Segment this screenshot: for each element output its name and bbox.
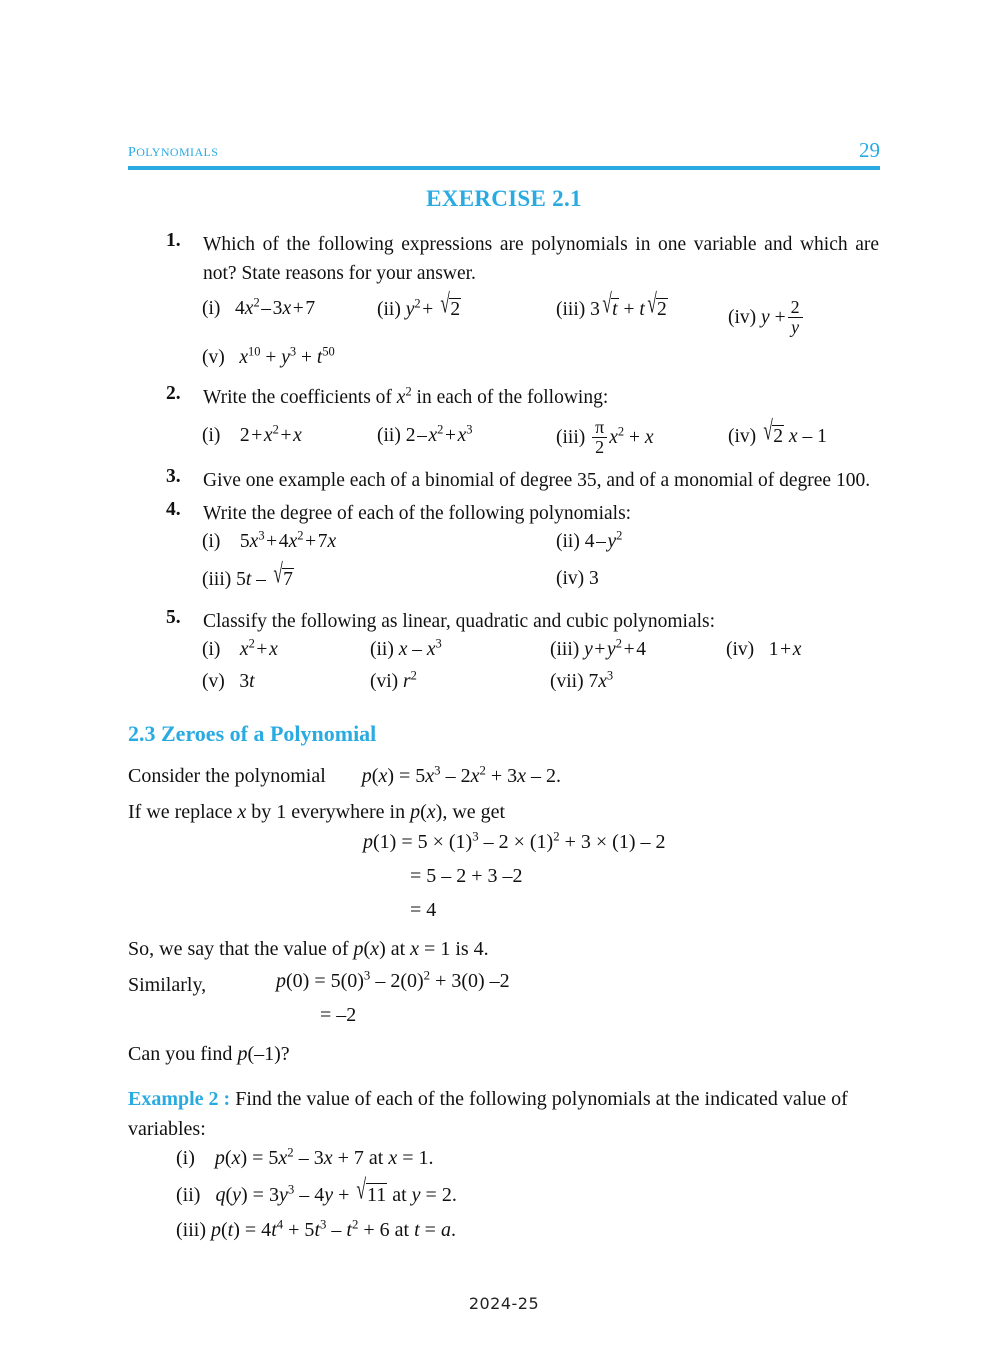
can-you-find-line: Can you find p(–1)?: [128, 1043, 290, 1065]
equation-p0-line-2: = –2: [320, 1004, 357, 1026]
equation-p1-line-2: = 5 – 2 + 3 –2: [410, 865, 523, 887]
exercise-title: EXERCISE 2.1: [426, 186, 582, 211]
item-expression: $\frac{\pi}{2}$ $x^2 + x$: [590, 427, 653, 448]
example-2-text: Find the value of each of the following polynomials at the indicated value of variables:: [128, 1088, 848, 1140]
item-label: (i): [202, 425, 221, 446]
question-4-item-i: [202, 528, 337, 553]
item-expression: $r^2$: [403, 668, 417, 692]
item-expression: $7x^3$: [588, 668, 614, 692]
item-expression: $p(x) = 5x^2 - 3x + 7$ at x = 1.: [214, 1145, 434, 1169]
item-expression: 3t: [229, 671, 255, 692]
item-label: (iii): [202, 569, 232, 590]
page-footer: 2024-25: [468, 1294, 540, 1313]
equation-p1-line-1: $p(1) = 5 \times (1)^3 - 2 \times (1)^2 + 3 \times (1) - 2$: [363, 829, 666, 853]
item-label: (iii): [176, 1219, 206, 1241]
item-expression: y + $y^2$ + 4: [584, 636, 646, 660]
item-label: (vi): [370, 671, 399, 692]
item-expression: 1 + x: [759, 639, 802, 660]
question-5-item-iii: [550, 636, 646, 661]
example-2-item-iii: [176, 1219, 456, 1242]
equation-p0-line-1: $p(0) = 5(0)^3 - 2(0)^2 + 3(0)$ –2: [276, 968, 510, 992]
section-heading-2-3: 2.3 Zeroes of a Polynomial: [128, 721, 377, 746]
header-divider-rule: [128, 166, 880, 170]
value-statement-line: So, we say that the value of p(x) at x = 1 is 4.: [128, 938, 489, 960]
item-label: (vii): [550, 671, 584, 692]
equation-p1-line-3: = 4: [410, 899, 437, 921]
question-1-item-i: [202, 295, 316, 320]
question-4-item-ii: [556, 528, 623, 553]
question-5-item-vii: [550, 668, 614, 693]
question-1-item-v: [202, 344, 335, 369]
item-expression: y + $\frac{2}{y}$: [761, 307, 805, 328]
item-expression: x – $x^3$: [398, 636, 442, 660]
question-4-item-iv: [556, 568, 599, 590]
item-label: (iv): [726, 639, 755, 660]
item-label: (iii): [556, 299, 586, 320]
item-expression: 2 – $x^2$ + $x^3$: [405, 422, 473, 446]
item-label: (i): [202, 298, 221, 319]
item-expression: 3: [589, 568, 599, 589]
question-4-item-iii: [202, 559, 294, 591]
question-5-item-i: [202, 636, 278, 661]
item-label: (iv): [728, 307, 757, 329]
item-label: (ii): [377, 299, 401, 320]
example-2-item-ii: [176, 1175, 457, 1207]
question-1-item-ii: [377, 289, 461, 321]
item-label: (i): [176, 1147, 195, 1169]
replace-x-line: If we replace x by 1 everywhere in p(x), we get: [128, 801, 506, 823]
item-label: (v): [202, 347, 225, 368]
item-label: (ii): [556, 531, 580, 552]
item-label: (ii): [370, 639, 394, 660]
item-expression: $q(y) = 3y^3 - 4y + √11$ at y = 2.: [215, 1175, 457, 1206]
item-expression: 3 √t + t √2: [590, 289, 667, 320]
question-2-item-iii: [556, 418, 654, 457]
consider-polynomial-line: [128, 761, 561, 791]
question-1-number: 1.: [166, 230, 181, 251]
item-label: (i): [202, 639, 221, 660]
consider-lead: Consider the polynomial: [128, 765, 326, 787]
question-5-item-ii: [370, 636, 442, 661]
item-label: (iv): [556, 568, 585, 589]
item-expression: $x^{10} + y^3 + t^{50}$: [239, 344, 335, 368]
item-expression: √2 x – 1: [763, 416, 827, 447]
item-label: (v): [202, 671, 225, 692]
example-2-item-i: [176, 1147, 433, 1170]
item-label: (iii): [550, 639, 580, 660]
question-2-item-i: [202, 422, 302, 447]
item-expression: $4x^2$ – 3x + 7: [235, 295, 316, 319]
item-label: (ii): [377, 425, 401, 446]
example-2-block: [128, 1084, 880, 1144]
question-5-item-iv: [726, 639, 801, 661]
page-header: [128, 140, 880, 166]
question-2-text: Write the coefficients of $x^2$ in each of the following:: [203, 384, 609, 408]
question-5-item-vi: [370, 668, 417, 693]
item-expression: $5x^3$ + $4x^2$ + 7x: [225, 528, 337, 552]
item-label: (iii): [556, 427, 586, 449]
item-expression: $y^2$ + √2: [405, 289, 461, 320]
question-5-item-v: [202, 671, 255, 693]
item-label: (i): [202, 531, 221, 552]
question-3-text: Give one example each of a binomial of degree 35, and of a monomial of degree 100.: [203, 470, 871, 491]
item-expression: $p(t) = 4t^4 + 5t^3 - t^2 + 6$ at t = a.: [211, 1217, 456, 1241]
page-number: 29: [859, 138, 880, 162]
item-expression: 2 + $x^2$ + x: [225, 422, 302, 446]
question-3-number: 3.: [166, 466, 181, 487]
item-expression: 5t – √7: [236, 559, 293, 590]
question-5-text: Classify the following as linear, quadratic and cubic polynomials:: [203, 611, 716, 632]
item-label: (iv): [728, 426, 757, 447]
question-5-number: 5.: [166, 607, 181, 628]
item-expression: 4 – $y^2$: [584, 528, 623, 552]
question-2-number: 2.: [166, 383, 181, 404]
item-label: (ii): [176, 1184, 201, 1206]
question-2-item-iv: [728, 416, 827, 448]
question-2-item-ii: [377, 422, 473, 447]
example-2-label: Example 2 :: [128, 1088, 231, 1110]
item-expression: $x^2$ + x: [239, 636, 278, 660]
question-1-text: Which of the following expressions are polynomials in one variable and which are not? State reasons for your answer.: [203, 234, 879, 284]
similarly-label: Similarly,: [128, 974, 207, 996]
running-head-title: polynomials: [128, 140, 219, 161]
question-1-item-iv: [728, 298, 805, 337]
question-4-text: Write the degree of each of the following polynomials:: [203, 503, 632, 524]
question-1-item-iii: [556, 289, 668, 321]
consider-polynomial-expression: $p(x) = 5x^3 - 2x^2 + 3x - 2$.: [361, 763, 562, 787]
question-4-number: 4.: [166, 499, 181, 520]
